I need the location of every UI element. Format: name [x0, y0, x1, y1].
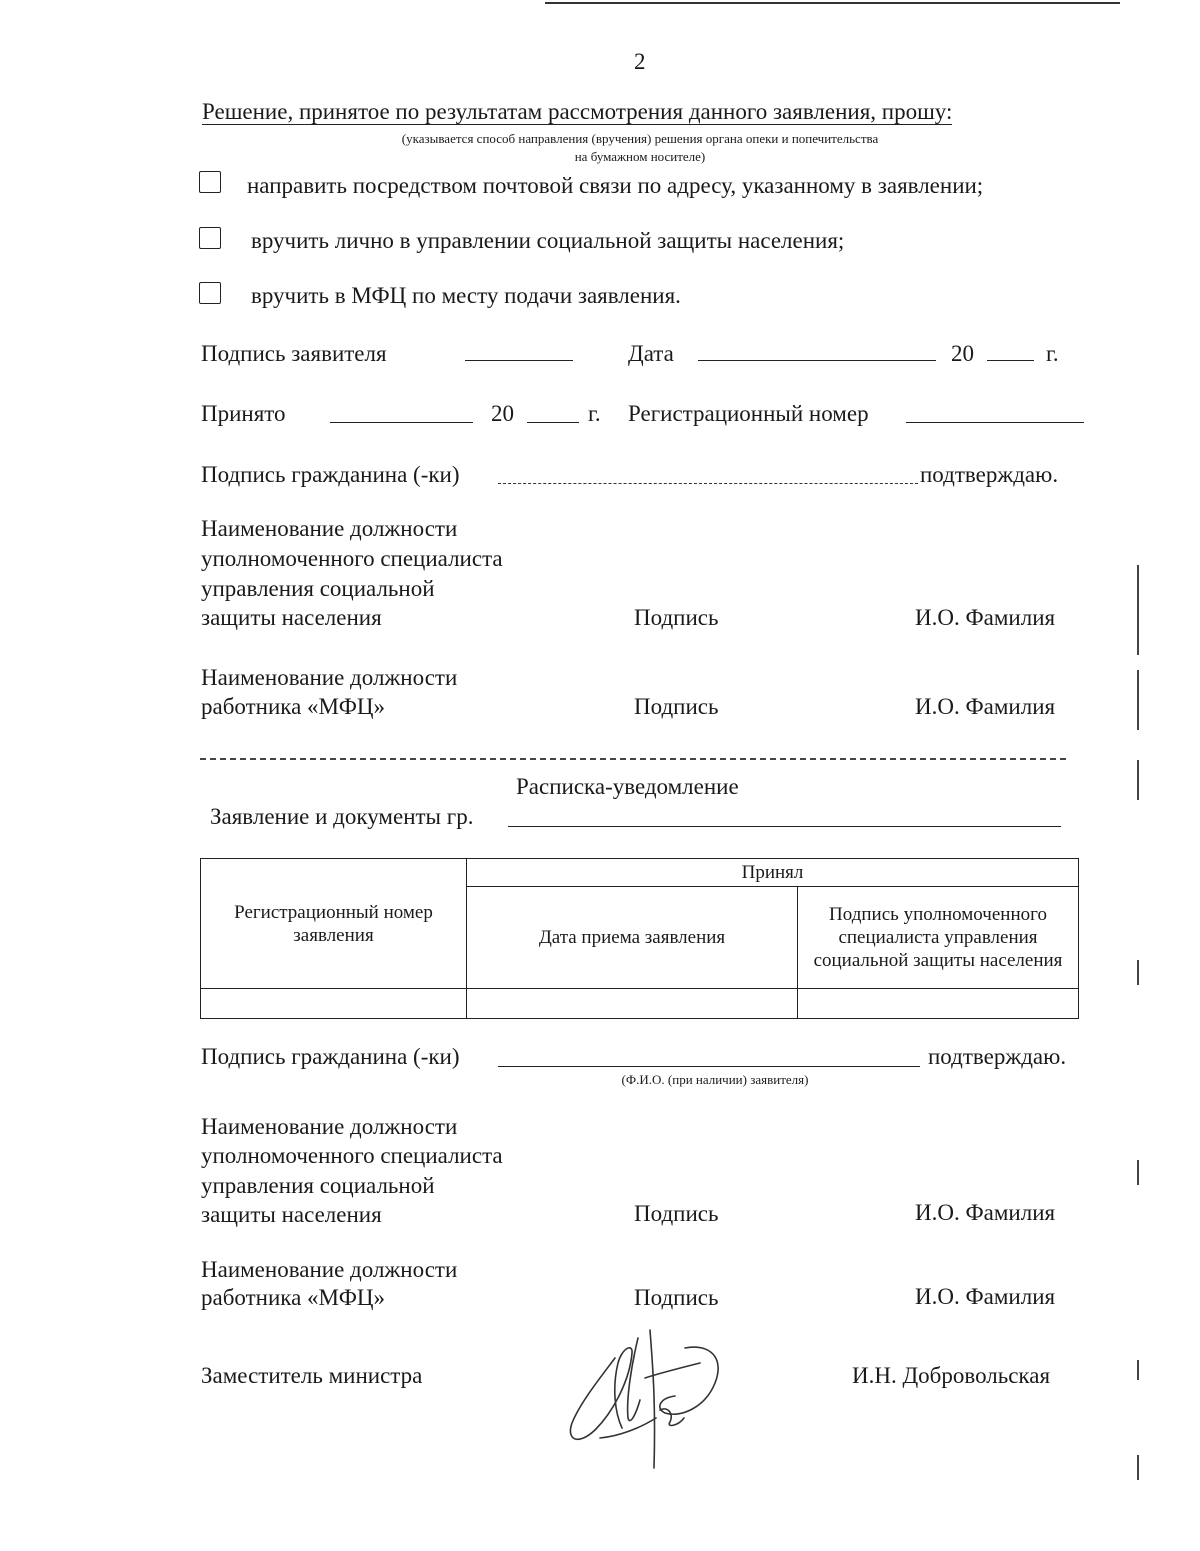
- receipt-confirm-text: подтверждаю.: [928, 1044, 1067, 1069]
- option-mfc-checkbox[interactable]: [199, 282, 221, 304]
- receipt-date-cell[interactable]: [467, 989, 798, 1019]
- scan-mark: [1137, 1160, 1139, 1185]
- signatory-top-2-position-line1: Наименование должности: [201, 665, 458, 690]
- decision-note-line2: на бумажном носителе): [574, 149, 706, 164]
- scan-mark: [1137, 565, 1139, 655]
- approval-name: И.Н. Добровольская: [852, 1363, 1051, 1388]
- receipt-signature-cell[interactable]: [798, 989, 1079, 1019]
- receipt-col2-header: Дата приема заявления: [467, 887, 798, 989]
- year-prefix: 20: [951, 341, 974, 366]
- top-rule: [545, 2, 1120, 4]
- decision-heading: Решение, принятое по результатам рассмотрения данного заявления, прошу:: [202, 99, 953, 124]
- scan-mark: [1137, 1455, 1139, 1480]
- accepted-year-prefix: 20: [491, 401, 514, 426]
- option-post-checkbox[interactable]: [199, 171, 221, 193]
- receipt-group-header: Принял: [467, 859, 1079, 887]
- applicant-signature-label: Подпись заявителя: [201, 341, 387, 366]
- signatory-top-1-position-line4: защиты населения: [201, 605, 382, 630]
- scan-mark: [1137, 1360, 1139, 1380]
- signatory-top-2-signature: Подпись: [634, 694, 719, 719]
- year-blank[interactable]: [987, 360, 1034, 361]
- option-personal-label: вручить лично в управлении социальной защиты населения;: [251, 228, 845, 253]
- signatory-bottom-1-position-line3: управления социальной: [201, 1173, 435, 1198]
- signatory-bottom-2-signature: Подпись: [634, 1285, 719, 1310]
- citizen-confirm-text: подтверждаю.: [920, 462, 1059, 487]
- signatory-bottom-1-signature: Подпись: [634, 1201, 719, 1226]
- year-suffix: г.: [1046, 341, 1059, 366]
- citizen-signature-blank[interactable]: [498, 483, 918, 484]
- receipt-statement-label: Заявление и документы гр.: [210, 804, 474, 829]
- accepted-year-suffix: г.: [588, 401, 601, 426]
- signatory-top-1-signature: Подпись: [634, 605, 719, 630]
- decision-note-line1: (указывается способ направления (вручения) решения органа опеки и попечительства: [401, 131, 879, 146]
- receipt-col1-header: Регистрационный номер заявления: [201, 859, 467, 989]
- signatory-bottom-2-name: И.О. Фамилия: [915, 1284, 1056, 1309]
- scan-mark: [1137, 760, 1139, 800]
- scan-mark: [1137, 960, 1139, 985]
- page-number: 2: [634, 49, 646, 74]
- signatory-bottom-2-position-line2: работника «МФЦ»: [201, 1285, 385, 1310]
- applicant-signature-blank[interactable]: [465, 360, 573, 361]
- receipt-statement-blank[interactable]: [508, 826, 1061, 827]
- option-personal-checkbox[interactable]: [199, 227, 221, 249]
- cut-line: [200, 758, 1066, 760]
- option-post-label: направить посредством почтовой связи по адресу, указанному в заявлении;: [247, 173, 984, 198]
- receipt-reg-number-cell[interactable]: [201, 989, 467, 1019]
- signatory-bottom-1-position-line1: Наименование должности: [201, 1114, 458, 1139]
- date-label: Дата: [628, 341, 674, 366]
- signatory-bottom-1-name: И.О. Фамилия: [915, 1200, 1056, 1225]
- date-blank[interactable]: [698, 360, 936, 361]
- receipt-title: Расписка-уведомление: [516, 774, 739, 799]
- receipt-fio-note: (Ф.И.О. (при наличии) заявителя): [621, 1072, 809, 1087]
- scan-mark: [1137, 670, 1139, 730]
- citizen-signature-label: Подпись гражданина (-ки): [201, 462, 460, 487]
- reg-number-blank[interactable]: [906, 422, 1084, 423]
- signatory-bottom-2-position-line1: Наименование должности: [201, 1257, 458, 1282]
- receipt-citizen-signature-blank[interactable]: [498, 1066, 920, 1067]
- receipt-table: [200, 858, 1079, 1019]
- accepted-year-blank[interactable]: [527, 422, 579, 423]
- approval-position: Заместитель министра: [201, 1363, 423, 1388]
- handwritten-signature: [560, 1318, 735, 1488]
- signatory-top-1-position-line3: управления социальной: [201, 576, 435, 601]
- signatory-top-2-name: И.О. Фамилия: [915, 694, 1056, 719]
- option-mfc-label: вручить в МФЦ по месту подачи заявления.: [251, 283, 681, 308]
- signatory-bottom-1-position-line4: защиты населения: [201, 1202, 382, 1227]
- signatory-top-1-position-line1: Наименование должности: [201, 516, 458, 541]
- table-row: [201, 989, 1079, 1019]
- accepted-label: Принято: [201, 401, 286, 426]
- signatory-bottom-1-position-line2: уполномоченного специалиста: [201, 1143, 503, 1168]
- reg-number-label: Регистрационный номер: [628, 401, 869, 426]
- receipt-col3-header: Подпись уполномоченного специалиста управления социальной защиты населения: [798, 887, 1079, 989]
- signatory-top-2-position-line2: работника «МФЦ»: [201, 694, 385, 719]
- accepted-date-blank[interactable]: [330, 422, 473, 423]
- receipt-citizen-signature-label: Подпись гражданина (-ки): [201, 1044, 460, 1069]
- signatory-top-1-position-line2: уполномоченного специалиста: [201, 546, 503, 571]
- signatory-top-1-name: И.О. Фамилия: [915, 605, 1056, 630]
